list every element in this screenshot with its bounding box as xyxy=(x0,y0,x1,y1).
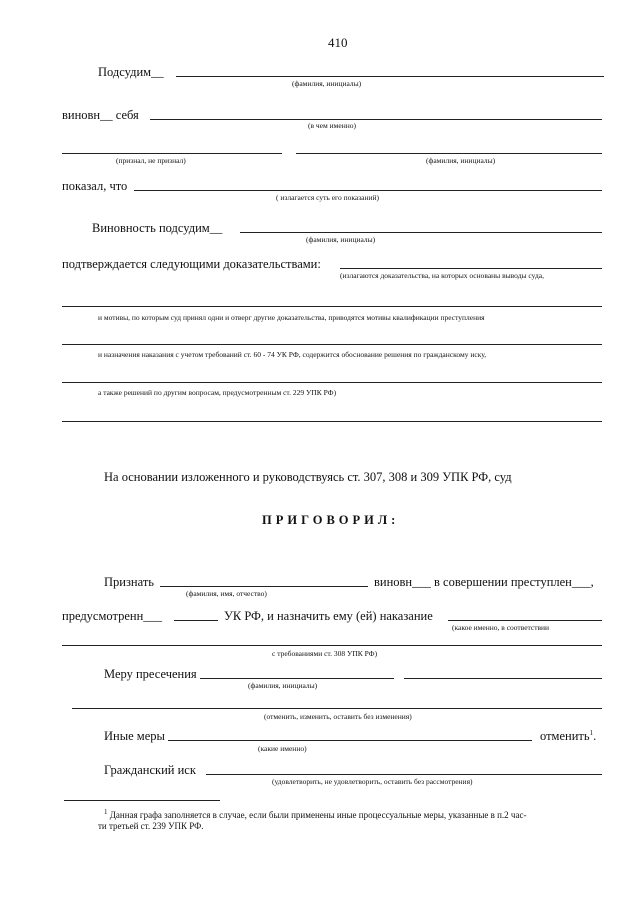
hint-fio-initials: (фамилия, инициалы) xyxy=(292,79,362,88)
hint-requirements: с требованиями ст. 308 УПК РФ) xyxy=(272,649,378,658)
hint-fio-initials-4: (фамилия, инициалы) xyxy=(248,681,318,690)
evidence-line-5[interactable] xyxy=(62,421,602,422)
hint-cancel-change: (отменить, изменить, оставить без изменения) xyxy=(264,712,412,721)
admitted-fio-line[interactable] xyxy=(296,153,602,154)
admitted-line[interactable] xyxy=(62,153,282,154)
footnote-separator xyxy=(64,800,220,801)
article-label: УК РФ, и назначить ему (ей) наказание xyxy=(224,609,433,623)
guilty-crime-label: виновн___ в совершении преступлен___, xyxy=(374,575,594,589)
other-measures-line[interactable] xyxy=(168,740,532,741)
hint-which-exactly: (какие именно) xyxy=(258,744,307,753)
article-line[interactable] xyxy=(174,620,218,621)
page-number: 410 xyxy=(328,35,348,50)
evidence-label: подтверждается следующими доказательствами: xyxy=(62,257,321,271)
preventive-line-3[interactable] xyxy=(72,708,602,709)
hint-fio-initials-2: (фамилия, инициалы) xyxy=(426,156,496,165)
defendant-label: Подсудим__ xyxy=(98,65,164,79)
punishment-line[interactable] xyxy=(448,620,602,621)
hint-what-exactly: (какое именно, в соответствии xyxy=(452,623,550,632)
provided-label: предусмотренн___ xyxy=(62,609,163,623)
footnote-line-2: ти третьей ст. 239 УПК РФ. xyxy=(98,821,204,831)
sentenced-heading: ПРИГОВОРИЛ: xyxy=(262,513,400,527)
evidence-line[interactable] xyxy=(340,268,602,269)
civil-suit-label: Гражданский иск xyxy=(104,763,196,777)
hint-evidence-3: и назначения наказания с учетом требований ст. 60 - 74 УК РФ, содержится обоснование решения по гражданскому иску, xyxy=(98,350,487,359)
evidence-line-2[interactable] xyxy=(62,306,602,307)
preventive-label: Меру пресечения xyxy=(104,667,197,681)
evidence-line-3[interactable] xyxy=(62,344,602,345)
civil-suit-line[interactable] xyxy=(206,774,602,775)
cancel-footnote-ref: 1 xyxy=(589,729,594,737)
guilty-self-line[interactable] xyxy=(150,119,602,120)
defendant-line[interactable] xyxy=(176,76,604,77)
hint-evidence-2: и мотивы, по которым суд принял одни и отверг другие доказательства, приводятся мотивы квалификации преступления xyxy=(98,313,485,322)
testified-label: показал, что xyxy=(62,179,128,193)
preventive-line-2[interactable] xyxy=(404,678,602,679)
guilt-line[interactable] xyxy=(240,232,602,233)
guilt-label: Виновность подсудим__ xyxy=(92,221,223,235)
hint-fio-initials-3: (фамилия, инициалы) xyxy=(306,235,376,244)
footnote-line-1: $^1$ Данная графа заполняется в случае, если были применены иные процессуальные меры, указанные в п.2 час- xyxy=(104,808,527,820)
recognize-label: Признать xyxy=(104,575,154,589)
other-measures-label: Иные меры xyxy=(104,729,165,743)
punishment-line-2[interactable] xyxy=(62,645,602,646)
hint-evidence-1: (излагаются доказательства, на которых основаны выводы суда, xyxy=(340,271,544,280)
evidence-line-4[interactable] xyxy=(62,382,602,383)
hint-full-name: (фамилия, имя, отчество) xyxy=(186,589,267,598)
testified-line[interactable] xyxy=(134,190,602,191)
guilty-self-label: виновн__ себя xyxy=(62,108,139,122)
hint-evidence-4: а также решений по другим вопросам, предусмотренным ст. 229 УПК РФ) xyxy=(98,388,337,397)
hint-admitted: (признал, не признал) xyxy=(116,156,186,165)
hint-testimony: ( излагается суть его показаний) xyxy=(276,193,380,202)
preventive-line[interactable] xyxy=(200,678,394,679)
footnote-mark: 1 xyxy=(104,808,108,816)
hint-in-what: (в чем именно) xyxy=(308,121,356,130)
cancel-label: отменить$^1$. xyxy=(540,729,597,744)
recognize-line[interactable] xyxy=(160,586,368,587)
basis-text: На основании изложенного и руководствуясь ст. 307, 308 и 309 УПК РФ, суд xyxy=(104,470,512,484)
hint-civil-suit: (удовлетворить, не удовлетворить, оставить без рассмотрения) xyxy=(272,777,473,786)
